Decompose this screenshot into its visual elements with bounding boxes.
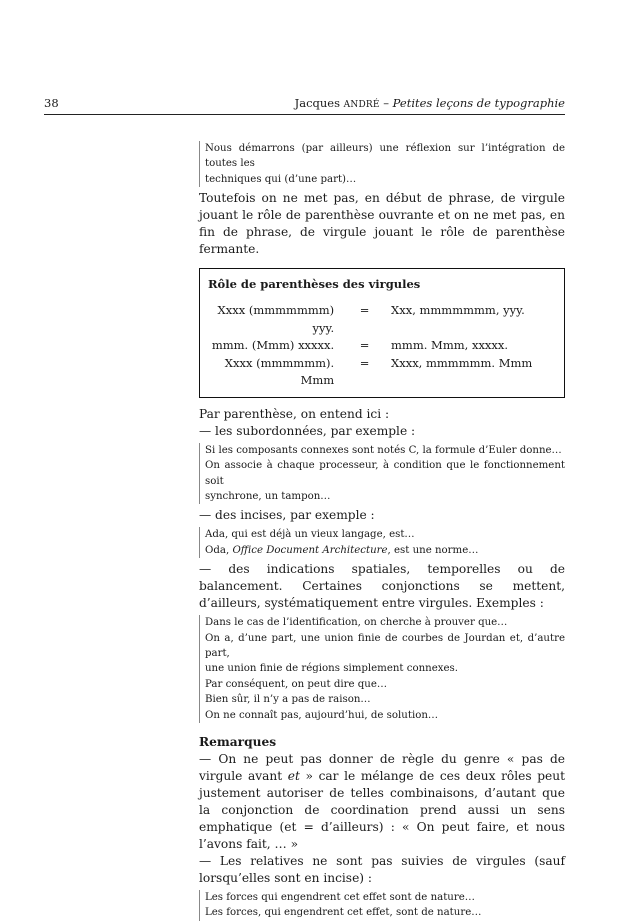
row-equals: = [359, 303, 370, 318]
main-text [199, 138, 565, 924]
example-line: On associe à chaque processeur, à condition que le fonctionnement soit [205, 460, 565, 487]
example-line: Les forces, qui engendrent cet effet, sont de nature… [205, 907, 482, 919]
table-row [208, 302, 556, 337]
row-right: mmm. Mmm, xxxxx. [391, 338, 509, 353]
row-right: Xxxx, mmmmmm. Mmm [391, 355, 533, 370]
row-equals: = [359, 355, 370, 370]
item-incises: — des incises, par exemple : [199, 508, 375, 523]
example-line: Nous démarrons (par ailleurs) une réflexion sur l’intégration de toutes les [205, 143, 565, 170]
table-row [208, 337, 556, 355]
remarque-text: — On ne peut pas donner de règle du genre « pas de virgule avant [199, 752, 565, 783]
paragraph-par-parenthese: Par parenthèse, on entend ici : [199, 406, 390, 421]
example-line: Par conséquent, on peut dire que… [205, 678, 388, 690]
row-left: Xxxx (mmmmmmm) yyy. [217, 303, 335, 335]
example-line: Bien sûr, il n’y a pas de raison… [205, 694, 371, 706]
example-spatiales [199, 615, 565, 723]
example-line: Si les composants connexes sont notés C, la formule d’Euler donne… [205, 444, 562, 456]
example-line: synchrone, un tampon… [205, 490, 331, 502]
remarque-text: » car le mélange de ces deux rôles peut justement autoriser de telles combinaisons, d’autant que la conjonction de coordination prend aussi un sens emphatique (et = d’ailleurs) : « On peut faire, et nous l’avons fait, … » [199, 769, 565, 851]
example-line: Les forces qui engendrent cet effet sont de nature… [205, 892, 475, 903]
spacer [199, 726, 565, 734]
example-line: Dans le cas de l’identification, on cherche à prouver que… [205, 617, 508, 629]
example-text: , est une norme… [387, 544, 479, 556]
book-title: Petites leçons de typographie [392, 96, 565, 110]
page-number: 38 [44, 96, 59, 110]
example-text: Oda, [205, 544, 233, 556]
item-indications: — des indications spatiales, temporelles ou de balancement. Certaines conjonctions se mettent, d’ailleurs, systématiquement entre virgules. Exemples : [199, 562, 565, 611]
table-row [208, 355, 556, 390]
remarque-2: — Les relatives ne sont pas suivies de virgules (sauf lorsqu’elles sont en incise) : [199, 854, 565, 885]
example-line: une union finie de régions simplement connexes. [205, 663, 458, 675]
remarque-italic: et [287, 769, 300, 783]
example-line [205, 543, 565, 558]
example-line: On ne connaît pas, aujourd’hui, de solution… [205, 709, 439, 721]
paragraph-toutefois: Toutefois on ne met pas, en début de phrase, de virgule jouant le rôle de parenthèse ouvrante et on ne met pas, en fin de phrase, de virgule jouant le rôle de parenthèse fermante. [199, 191, 565, 257]
row-left: Xxxx (mmmmmm). Mmm [224, 355, 335, 388]
remarque-1 [199, 751, 565, 853]
equivalence-table [208, 302, 556, 390]
header-rule [44, 114, 565, 115]
item-subordonnees: — les subordonnées, par exemple : [199, 423, 416, 438]
example-relatives [199, 890, 565, 921]
author-first-name: Jacques [294, 96, 344, 110]
example-intro [199, 141, 565, 187]
example-line: On a, d’une part, une union finie de courbes de Jourdan et, d’autre part, [205, 632, 565, 659]
row-right: Xxx, mmmmmmm, yyy. [391, 303, 525, 318]
row-left: mmm. (Mmm) xxxxx. [211, 338, 335, 353]
example-incises [199, 527, 565, 558]
virgules-box [199, 268, 565, 398]
header-separator: – [379, 96, 393, 110]
example-italic: Office Document Architecture [232, 544, 388, 556]
remarques-heading: Remarques [199, 735, 277, 749]
row-equals: = [359, 338, 370, 353]
example-line: techniques qui (d’une part)… [205, 173, 357, 185]
example-line: Ada, qui est déjà un vieux langage, est… [205, 529, 415, 541]
box-title: Rôle de parenthèses des virgules [208, 277, 421, 292]
running-title [295, 96, 565, 110]
author-last-name: ANDRÉ [343, 100, 380, 110]
example-subordonnees [199, 443, 565, 505]
running-header [44, 96, 565, 112]
